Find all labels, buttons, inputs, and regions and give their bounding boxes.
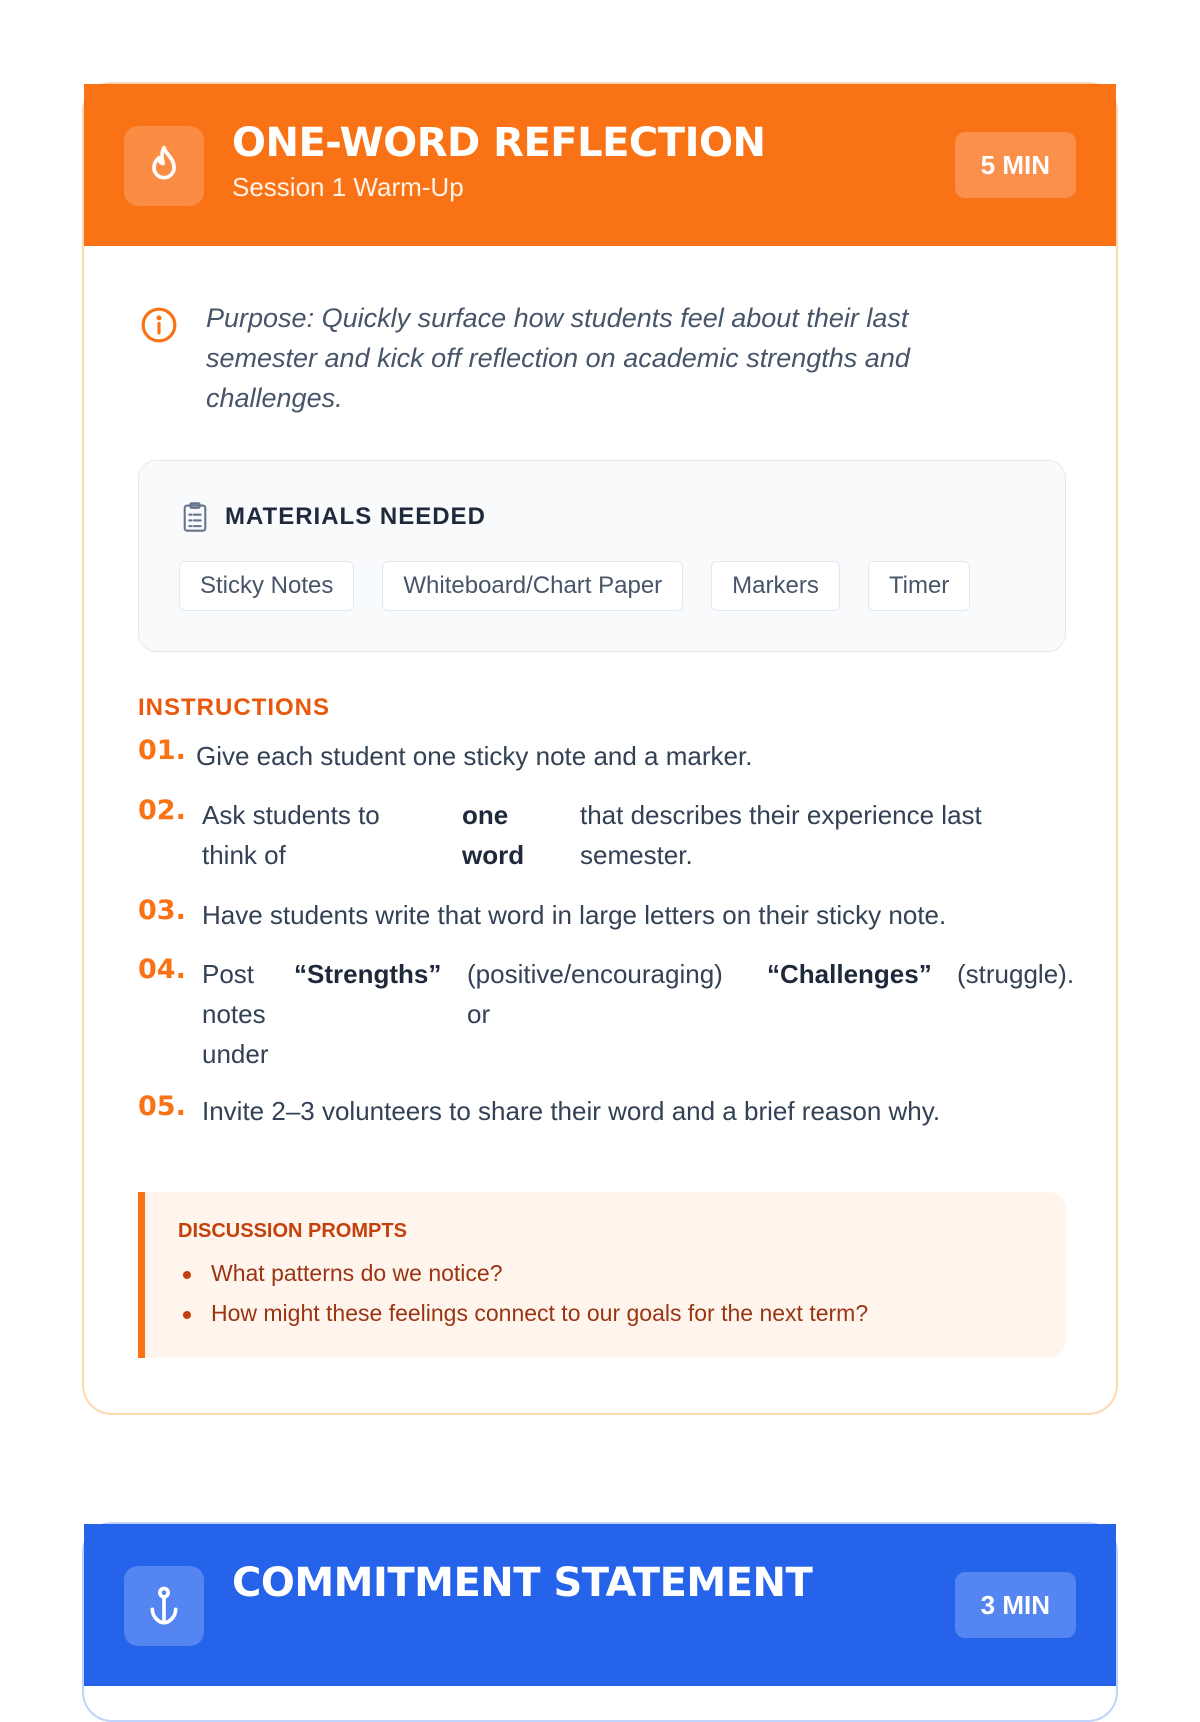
discussion-prompts [138, 1192, 1066, 1358]
duration-badge: 3 MIN [955, 1572, 1076, 1638]
bullet-icon [183, 1271, 191, 1279]
prompt-item: How might these feelings connect to our goals for the next term? [211, 1300, 869, 1326]
instructions-title: INSTRUCTIONS [138, 694, 330, 721]
step-text: Have students write that word in large letters on their sticky note. [202, 900, 947, 930]
activity-card-one-word-reflection [82, 82, 1118, 1415]
info-icon [140, 306, 178, 349]
step-number: 04. [138, 954, 186, 985]
step-emphasis: “Strengths” [294, 959, 442, 989]
activity-card-commitment-statement [82, 1522, 1118, 1722]
material-chip: Markers [711, 561, 840, 611]
discussion-title: DISCUSSION PROMPTS [178, 1220, 407, 1242]
card-title: ONE-WORD REFLECTION [232, 120, 766, 166]
step-text: Give each student one sticky note and a marker. [196, 741, 753, 771]
card-subtitle: Session 1 Warm-Up [232, 172, 464, 202]
material-chip: Whiteboard/Chart Paper [382, 561, 683, 611]
step-text: Ask students to think of [202, 800, 380, 870]
materials-list [179, 561, 970, 611]
step-text: (positive/encouraging) or [467, 959, 723, 1029]
step-text: Invite 2–3 volunteers to share their word and a brief reason why. [202, 1096, 941, 1126]
step-number: 01. [138, 735, 186, 766]
step-number: 02. [138, 795, 186, 826]
card-title: COMMITMENT STATEMENT [232, 1560, 813, 1606]
step-number: 03. [138, 895, 186, 926]
anchor-icon [124, 1566, 204, 1646]
bullet-icon [183, 1311, 191, 1319]
step-text: Post notes under [202, 959, 269, 1069]
purpose-text: Purpose: Quickly surface how students feel about their last semester and kick off reflection on academic strengths and challenges. [206, 303, 910, 413]
step-emphasis: one word [462, 800, 525, 870]
card-header [84, 1524, 1116, 1686]
step-text: (struggle). [957, 959, 1075, 989]
flame-icon [124, 126, 204, 206]
card-header [84, 84, 1116, 246]
step-number: 05. [138, 1091, 186, 1122]
step-text: that describes their experience last semester. [580, 800, 982, 870]
duration-badge: 5 MIN [955, 132, 1076, 198]
materials-panel [138, 460, 1066, 652]
material-chip: Sticky Notes [179, 561, 354, 611]
material-chip: Timer [868, 561, 970, 611]
clipboard-icon [181, 501, 209, 538]
prompt-item: What patterns do we notice? [211, 1260, 503, 1286]
materials-title: MATERIALS NEEDED [225, 503, 486, 530]
step-emphasis: “Challenges” [767, 959, 932, 989]
